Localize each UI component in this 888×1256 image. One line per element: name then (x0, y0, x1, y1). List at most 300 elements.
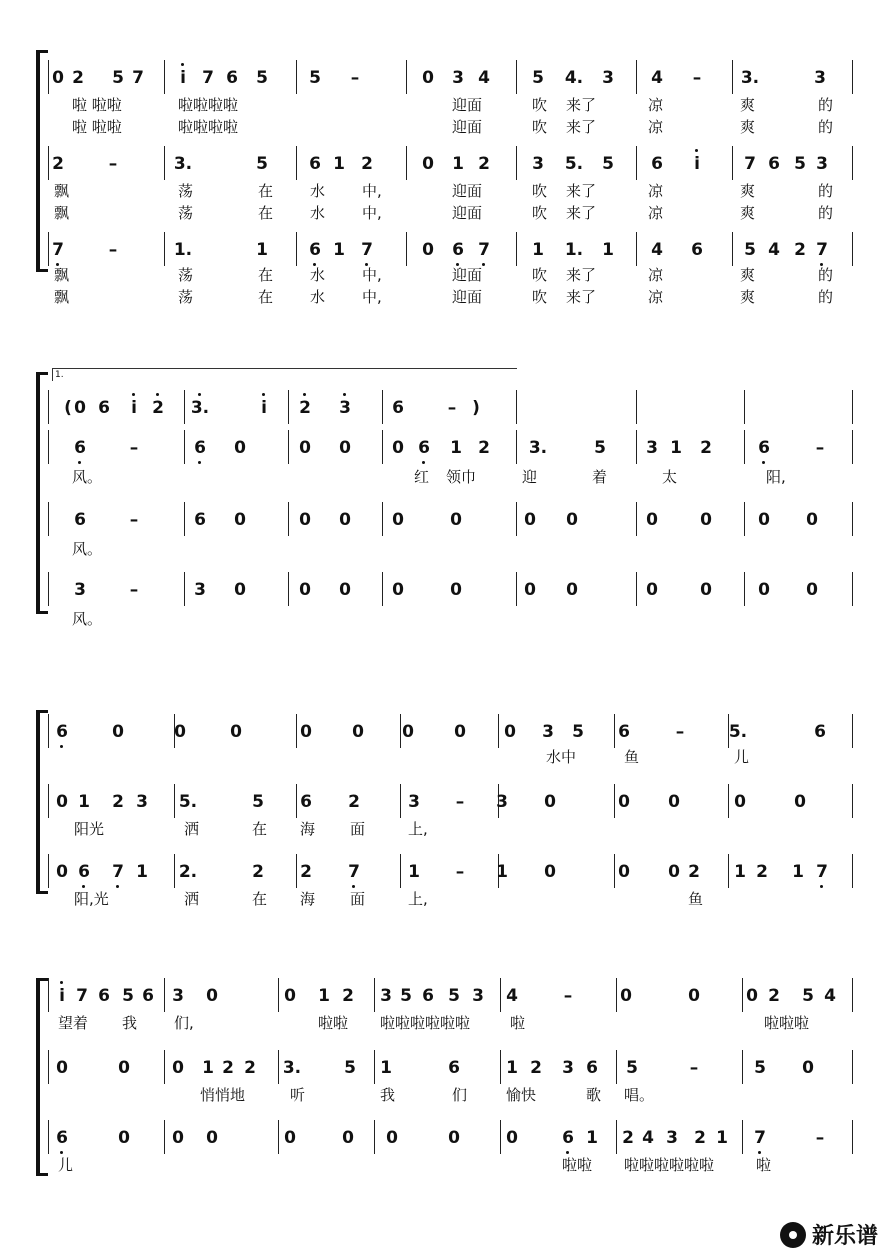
note: 2 (348, 792, 360, 812)
barline (852, 784, 853, 818)
barline (406, 232, 407, 266)
barline (48, 784, 49, 818)
octave-dot (566, 1151, 569, 1154)
note: 3 (194, 580, 206, 600)
lyric: 来了 (566, 118, 597, 136)
lyric: 鱼 (688, 890, 704, 908)
lyric: 吹 (532, 204, 548, 222)
note: 7 (361, 240, 373, 260)
note: 3. (282, 1058, 302, 1078)
note: 7 (76, 986, 88, 1006)
note: 6 (586, 1058, 598, 1078)
note: 0 (284, 986, 296, 1006)
lyric: 水 (310, 288, 326, 306)
lyric: 中, (362, 204, 382, 222)
barline (296, 60, 297, 94)
lyric: 来了 (566, 288, 597, 306)
lyric: 的 (818, 288, 834, 306)
note: 0 (794, 792, 806, 812)
note: 3 (646, 438, 658, 458)
note: – (129, 580, 139, 600)
note: 7 (816, 862, 828, 882)
lyric: 荡 (178, 266, 194, 284)
barline (852, 146, 853, 180)
note: 2 (756, 862, 768, 882)
lyric: 迎面 (452, 266, 483, 284)
score-system (0, 976, 888, 1172)
note: 7 (132, 68, 144, 88)
note: 1 (78, 792, 90, 812)
note: 3 (74, 580, 86, 600)
system-brace (36, 978, 48, 1176)
record-disc-icon (780, 1222, 806, 1248)
note: 7 (744, 154, 756, 174)
note: 5 (794, 154, 806, 174)
barline (164, 146, 165, 180)
note: – (815, 1128, 825, 1148)
note: 1. (173, 240, 193, 260)
note: – (129, 510, 139, 530)
lyric: 迎面 (452, 118, 483, 136)
note: – (108, 240, 118, 260)
octave-dot (303, 393, 306, 396)
lyric: 上, (408, 890, 428, 908)
note: 0 (544, 792, 556, 812)
note: ( (64, 398, 72, 418)
note: 5 (112, 68, 124, 88)
lyric: 凉 (648, 182, 664, 200)
note: 2 (530, 1058, 542, 1078)
note: 2 (688, 862, 700, 882)
note: 3 (408, 792, 420, 812)
note: 3 (816, 154, 828, 174)
note: 2 (152, 398, 164, 418)
lyric: 们 (452, 1086, 468, 1104)
barline (174, 854, 175, 888)
barline (742, 1120, 743, 1154)
barline (48, 854, 49, 888)
note: i (180, 68, 186, 88)
barline (852, 430, 853, 464)
note: 7 (478, 240, 490, 260)
barline (48, 714, 49, 748)
lyric: 的 (818, 266, 834, 284)
barline (288, 390, 289, 424)
note: 1 (496, 862, 508, 882)
note: 0 (172, 1128, 184, 1148)
barline (406, 146, 407, 180)
note: 6 (309, 240, 321, 260)
lyric: 啦啦啦啦啦啦 (624, 1156, 715, 1174)
note: 5 (344, 1058, 356, 1078)
barline (374, 1050, 375, 1084)
note: 7 (816, 240, 828, 260)
barline (500, 1050, 501, 1084)
note: 1 (333, 240, 345, 260)
octave-dot (262, 393, 265, 396)
octave-dot (198, 461, 201, 464)
note: 0 (806, 580, 818, 600)
barline (288, 430, 289, 464)
note: 0 (300, 722, 312, 742)
note: 0 (504, 722, 516, 742)
note: 5 (802, 986, 814, 1006)
note: 1 (450, 438, 462, 458)
note: 6 (392, 398, 404, 418)
note: – (815, 438, 825, 458)
note: 5 (532, 68, 544, 88)
barline (400, 854, 401, 888)
note: 1 (602, 240, 614, 260)
barline (636, 390, 637, 424)
lyric: 中, (362, 182, 382, 200)
lyric: 在 (252, 820, 268, 838)
lyric: 水中 (546, 748, 577, 766)
note: 4 (824, 986, 836, 1006)
note: 6 (618, 722, 630, 742)
barline (516, 390, 517, 424)
barline (374, 978, 375, 1012)
score-system (0, 370, 888, 628)
note: 0 (339, 510, 351, 530)
barline (852, 1120, 853, 1154)
lyric: 在 (252, 890, 268, 908)
barline (516, 232, 517, 266)
note: 0 (206, 986, 218, 1006)
note: 0 (118, 1058, 130, 1078)
note: 0 (74, 398, 86, 418)
note: 3 (172, 986, 184, 1006)
note: 0 (688, 986, 700, 1006)
barline (278, 1050, 279, 1084)
note: 1 (532, 240, 544, 260)
note: 5 (122, 986, 134, 1006)
lyric: 的 (818, 182, 834, 200)
note: 5 (400, 986, 412, 1006)
lyric: 飘 (54, 204, 70, 222)
note: 3 (339, 398, 351, 418)
lyric: 迎面 (452, 288, 483, 306)
note: 6 (418, 438, 430, 458)
note: 0 (758, 580, 770, 600)
note: 4 (651, 240, 663, 260)
note: 0 (618, 862, 630, 882)
note: 0 (386, 1128, 398, 1148)
note: 5 (744, 240, 756, 260)
lyric: 水 (310, 182, 326, 200)
lyric: 啦啦啦 (764, 1014, 810, 1032)
note: 0 (646, 510, 658, 530)
lyric: 听 (290, 1086, 306, 1104)
note: 0 (566, 510, 578, 530)
barline (732, 146, 733, 180)
note: – (675, 722, 685, 742)
note: 0 (56, 1058, 68, 1078)
barline (636, 502, 637, 536)
note: 1 (318, 986, 330, 1006)
barline (48, 390, 49, 424)
note: 0 (806, 510, 818, 530)
note: 2 (72, 68, 84, 88)
lyric: 凉 (648, 288, 664, 306)
note: 5 (256, 154, 268, 174)
system-brace (36, 372, 48, 614)
note: 2 (244, 1058, 256, 1078)
lyric: 海 (300, 890, 316, 908)
barline (374, 1120, 375, 1154)
note: 4 (506, 986, 518, 1006)
note: 0 (299, 510, 311, 530)
note: 3 (814, 68, 826, 88)
note: 0 (620, 986, 632, 1006)
lyric: 的 (818, 204, 834, 222)
lyric: 在 (258, 288, 274, 306)
note: 0 (618, 792, 630, 812)
barline (852, 232, 853, 266)
note: 6 (74, 438, 86, 458)
lyric: 的 (818, 96, 834, 114)
lyric: 吹 (532, 182, 548, 200)
note: 3 (666, 1128, 678, 1148)
lyric: 迎面 (452, 182, 483, 200)
note: 0 (352, 722, 364, 742)
note: 6 (56, 722, 68, 742)
note: 4 (642, 1128, 654, 1148)
note: 0 (646, 580, 658, 600)
lyric: 来了 (566, 266, 597, 284)
barline (164, 232, 165, 266)
barline (728, 784, 729, 818)
lyric: 洒 (184, 820, 200, 838)
lyric: 啦啦啦啦 (178, 96, 239, 114)
note: 0 (524, 510, 536, 530)
note: 5. (564, 154, 584, 174)
barline (852, 390, 853, 424)
lyric: 啦 啦啦 (72, 118, 122, 136)
note: – (455, 862, 465, 882)
barline (852, 1050, 853, 1084)
barline (48, 1050, 49, 1084)
lyric: 爽 (740, 288, 756, 306)
note: 2 (768, 986, 780, 1006)
lyric: 凉 (648, 96, 664, 114)
barline (296, 146, 297, 180)
barline (516, 60, 517, 94)
barline (516, 502, 517, 536)
lyric: 海 (300, 820, 316, 838)
lyric: 凉 (648, 118, 664, 136)
watermark-text: 新乐谱 (811, 1224, 878, 1249)
note: 6 (691, 240, 703, 260)
note: 3 (532, 154, 544, 174)
note: 3 (380, 986, 392, 1006)
note: 6 (309, 154, 321, 174)
lyric: 飘 (54, 288, 70, 306)
barline (382, 430, 383, 464)
note: i (694, 154, 700, 174)
note: 3. (528, 438, 548, 458)
note: 0 (56, 792, 68, 812)
note: 2. (178, 862, 198, 882)
lyric: 水 (310, 266, 326, 284)
note: 3 (496, 792, 508, 812)
note: – (129, 438, 139, 458)
lyric: 爽 (740, 204, 756, 222)
note: 0 (448, 1128, 460, 1148)
note: – (689, 1058, 699, 1078)
lyric: 红 (414, 468, 430, 486)
note: 2 (342, 986, 354, 1006)
lyric: 在 (258, 182, 274, 200)
barline (278, 978, 279, 1012)
note: 5 (309, 68, 321, 88)
barline (852, 714, 853, 748)
note: – (692, 68, 702, 88)
note: – (455, 792, 465, 812)
note: 5 (448, 986, 460, 1006)
note: 0 (734, 792, 746, 812)
note: 4 (651, 68, 663, 88)
lyric: 啦 (510, 1014, 526, 1032)
lyric: 迎 (522, 468, 538, 486)
lyric: 风。 (72, 540, 103, 558)
note: 2 (299, 398, 311, 418)
note: – (350, 68, 360, 88)
note: i (59, 986, 65, 1006)
barline (636, 60, 637, 94)
octave-dot (82, 885, 85, 888)
watermark-logo (780, 1219, 878, 1250)
lyric: 太 (662, 468, 678, 486)
lyric: 望着 (58, 1014, 89, 1032)
note: 0 (402, 722, 414, 742)
note: 0 (422, 240, 434, 260)
octave-dot (482, 263, 485, 266)
system-brace (36, 710, 48, 894)
note: 2 (300, 862, 312, 882)
barline (744, 390, 745, 424)
note: 5 (754, 1058, 766, 1078)
barline (164, 978, 165, 1012)
note: 6 (74, 510, 86, 530)
note: 0 (392, 580, 404, 600)
octave-dot (60, 1151, 63, 1154)
barline (500, 978, 501, 1012)
note: 0 (700, 510, 712, 530)
note: 0 (112, 722, 124, 742)
lyric: 来了 (566, 96, 597, 114)
note: 0 (668, 862, 680, 882)
lyric: 阳,光 (74, 890, 109, 908)
octave-dot (116, 885, 119, 888)
note: 6 (651, 154, 663, 174)
barline (184, 390, 185, 424)
lyric: 迎面 (452, 96, 483, 114)
note: 0 (566, 580, 578, 600)
note: 0 (454, 722, 466, 742)
lyric: 爽 (740, 266, 756, 284)
barline (744, 502, 745, 536)
note: 0 (174, 722, 186, 742)
barline (382, 572, 383, 606)
note: 7 (754, 1128, 766, 1148)
note: 2 (694, 1128, 706, 1148)
lyric: 面 (350, 820, 366, 838)
note: 5 (626, 1058, 638, 1078)
note: 6 (758, 438, 770, 458)
note: 2 (112, 792, 124, 812)
barline (852, 60, 853, 94)
note: 2 (622, 1128, 634, 1148)
octave-dot (820, 885, 823, 888)
note: 1 (452, 154, 464, 174)
lyric: 来了 (566, 204, 597, 222)
note: 6 (814, 722, 826, 742)
note: 7 (348, 862, 360, 882)
note: 2 (700, 438, 712, 458)
note: 0 (700, 580, 712, 600)
lyric: 愉快 (506, 1086, 537, 1104)
note: 2 (478, 438, 490, 458)
barline (278, 1120, 279, 1154)
octave-dot (758, 1151, 761, 1154)
octave-dot (198, 393, 201, 396)
lyric: 悄悄地 (200, 1086, 246, 1104)
lyric: 中, (362, 288, 382, 306)
lyric: 阳光 (74, 820, 105, 838)
lyric: 上, (408, 820, 428, 838)
note: 3 (542, 722, 554, 742)
note: i (261, 398, 267, 418)
lyric: 在 (258, 204, 274, 222)
barline (406, 60, 407, 94)
note: 5 (252, 792, 264, 812)
note: 7 (112, 862, 124, 882)
barline (732, 232, 733, 266)
barline (164, 60, 165, 94)
note: 2 (794, 240, 806, 260)
barline (288, 572, 289, 606)
note: 0 (234, 580, 246, 600)
lyric: 爽 (740, 118, 756, 136)
lyric: 啦啦 (562, 1156, 593, 1174)
note: 0 (299, 580, 311, 600)
lyric: 飘 (54, 182, 70, 200)
note: 0 (450, 510, 462, 530)
lyric: 儿 (734, 748, 750, 766)
note: 3 (602, 68, 614, 88)
barline (400, 784, 401, 818)
barline (852, 854, 853, 888)
barline (48, 430, 49, 464)
lyric: 凉 (648, 266, 664, 284)
lyric: 在 (258, 266, 274, 284)
lyric: 唱。 (624, 1086, 655, 1104)
note: 1 (734, 862, 746, 882)
note: 6 (194, 510, 206, 530)
barline (852, 978, 853, 1012)
lyric: 洒 (184, 890, 200, 908)
lyric: 吹 (532, 266, 548, 284)
note: 3 (452, 68, 464, 88)
note: 5. (728, 722, 748, 742)
note: 1 (408, 862, 420, 882)
note: 6 (452, 240, 464, 260)
barline (852, 572, 853, 606)
note: – (447, 398, 457, 418)
barline (296, 232, 297, 266)
octave-dot (762, 461, 765, 464)
